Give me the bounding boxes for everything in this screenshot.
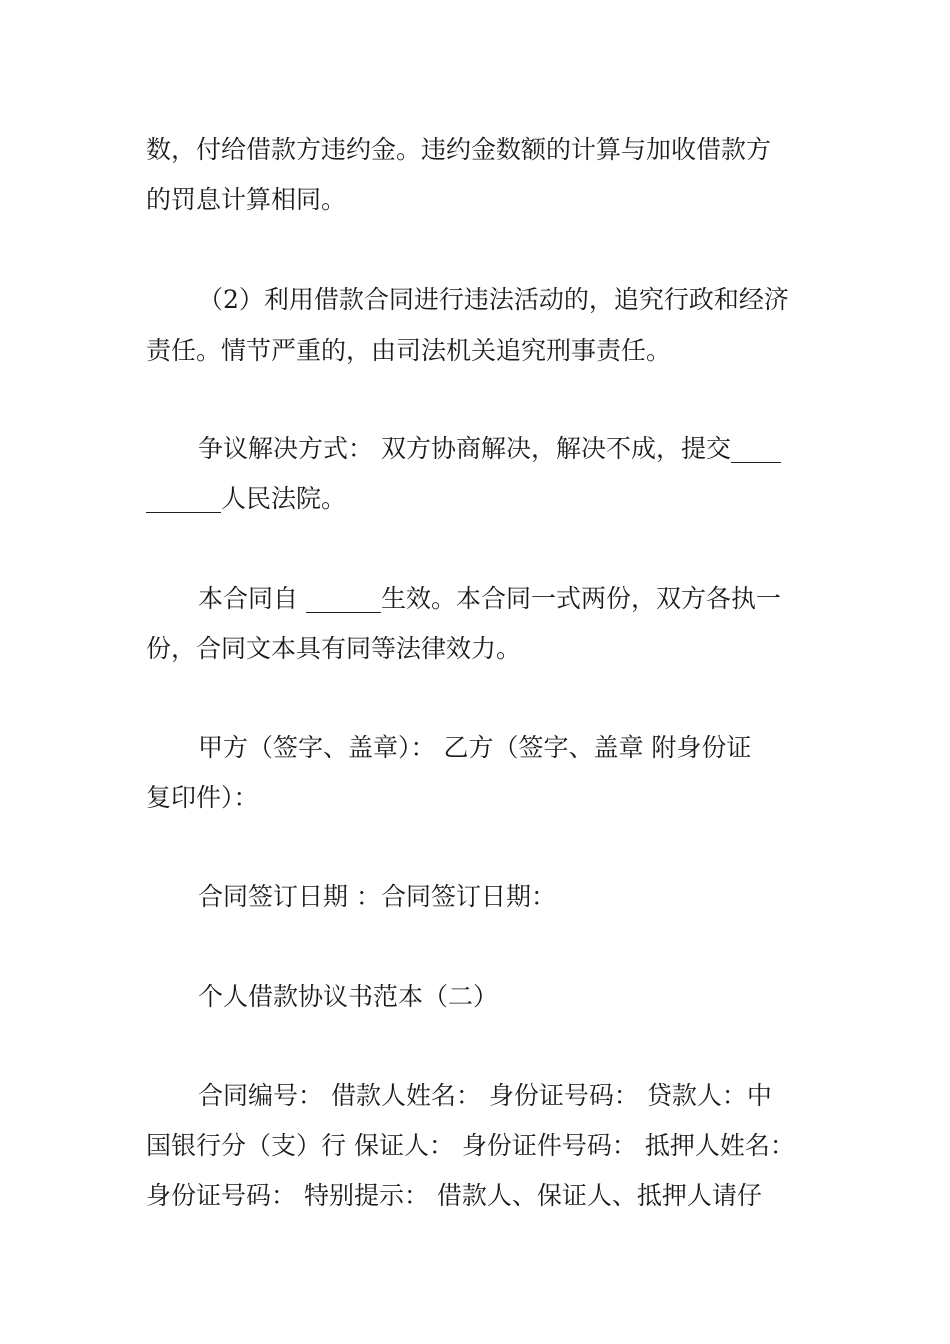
section-heading: 个人借款协议书范本（二） bbox=[198, 982, 499, 1011]
paragraph-line-13: 国银行分（支）行 保证人： 身份证件号码： 抵押人姓名： bbox=[146, 1131, 795, 1160]
paragraph-line-8: 份，合同文本具有同等法律效力。 bbox=[146, 634, 522, 663]
paragraph-line-11: 合同签订日期 ：合同签订日期： bbox=[198, 882, 556, 911]
paragraph-line-3: （2）利用借款合同进行违法活动的，追究行政和经济 bbox=[198, 285, 789, 314]
paragraph-line-10: 复印件）： bbox=[146, 783, 259, 812]
paragraph-line-6: ______人民法院。 bbox=[146, 484, 347, 513]
paragraph-line-1: 数，付给借款方违约金。违约金数额的计算与加收借款方 bbox=[146, 135, 772, 164]
paragraph-line-5: 争议解决方式： 双方协商解决，解决不成，提交____ bbox=[198, 434, 781, 463]
paragraph-line-7: 本合同自 ______生效。本合同一式两份，双方各执一 bbox=[198, 584, 781, 613]
paragraph-line-9: 甲方（签字、盖章）： 乙方（签字、盖章 附身份证 bbox=[198, 733, 752, 762]
paragraph-line-12: 合同编号： 借款人姓名： 身份证号码： 贷款人：中 bbox=[198, 1081, 772, 1110]
paragraph-line-4: 责任。情节严重的，由司法机关追究刑事责任。 bbox=[146, 336, 672, 365]
paragraph-line-2: 的罚息计算相同。 bbox=[146, 185, 347, 214]
paragraph-line-14: 身份证号码： 特别提示： 借款人、保证人、抵押人请仔 bbox=[146, 1181, 762, 1210]
